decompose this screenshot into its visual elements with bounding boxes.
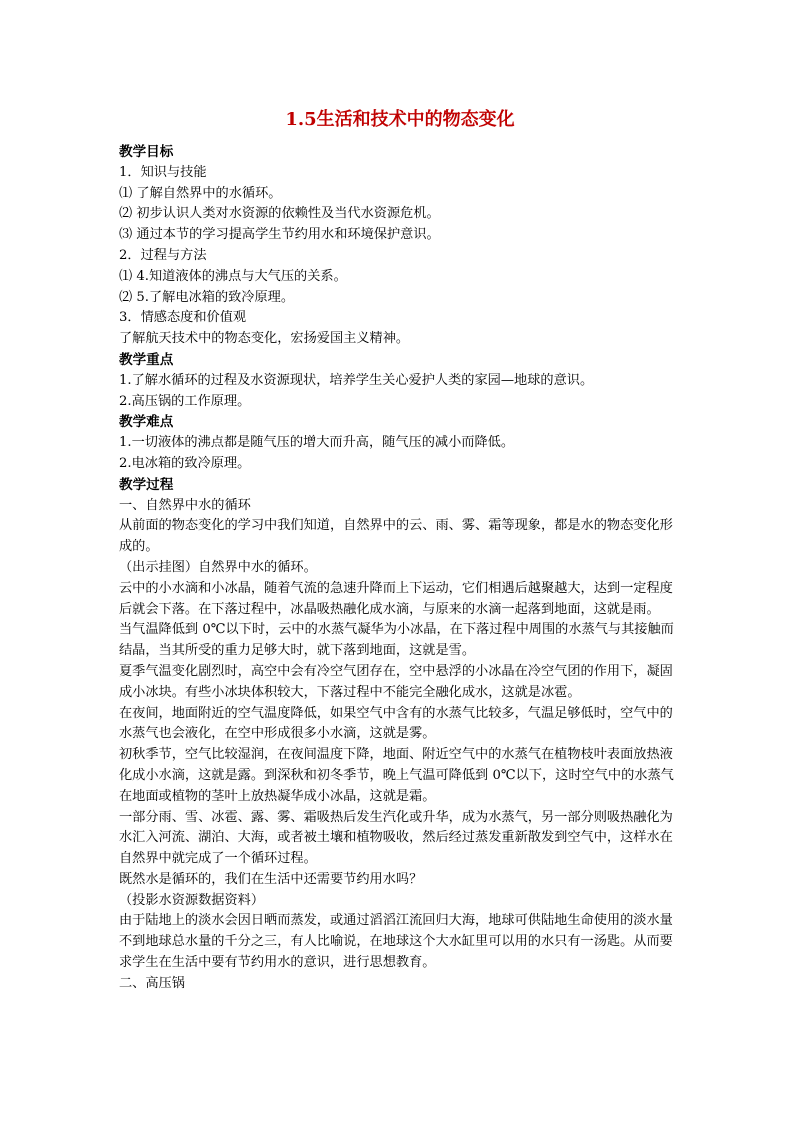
section-difficulties (119, 412, 681, 474)
key-point-line: 1.了解水循环的过程及水资源现状，培养学生关心爱护人类的家园—地球的意识。 (119, 372, 594, 388)
process-paragraph: 一、自然界中水的循环 (119, 497, 251, 513)
goals-line: ⑵ 5.了解电冰箱的致冷原理。 (119, 289, 295, 305)
process-paragraph: 既然水是循环的，我们在生活中还需要节约用水吗？ (119, 871, 423, 887)
process-paragraph: 夏季气温变化剧烈时，高空中会有冷空气团存在，空中悬浮的小冰晶在冷空气团的作用下，凝固成小冰块。有些小冰块体积较大，下落过程中不能完全融化成水，这就是冰雹。 (119, 663, 673, 700)
process-paragraph: （投影水资源数据资料） (119, 892, 265, 908)
process-paragraph: 当气温降低到 0℃以下时，云中的水蒸气凝华为小冰晶，在下落过程中周围的水蒸气与其接触而结晶，当其所受的重力足够大时，就下落到地面，这就是雪。 (119, 622, 674, 659)
goals-line: 了解航天技术中的物态变化，宏扬爱国主义精神。 (119, 331, 410, 347)
process-paragraph: 由于陆地上的淡水会因日晒而蒸发，或通过滔滔江流回归大海，地球可供陆地生命使用的淡水量不到地球总水量的千分之三，有人比喻说，在地球这个大水缸里可以用的水只有一汤匙。从而要求学生在生活中要有节约用水的意识，进行思想教育。 (119, 913, 673, 971)
process-paragraph: 从前面的物态变化的学习中我们知道，自然界中的云、雨、雾、霜等现象，都是水的物态变化形成的。 (119, 518, 673, 555)
section-goals (119, 142, 681, 350)
key-point-line: 2.高压锅的工作原理。 (119, 393, 251, 409)
document-body (119, 108, 681, 995)
section-heading-goals: 教学目标 (119, 144, 174, 160)
section-key-points (119, 350, 681, 412)
process-paragraph: 一部分雨、雪、冰雹、露、雾、霜吸热后发生汽化或升华，成为水蒸气，另一部分则吸热融化为水汇入河流、湖泊、大海，或者被土壤和植物吸收，然后经过蒸发重新散发到空气中，这样水在自然界中就完成了一个循环过程。 (119, 809, 673, 867)
lesson-plan-text (119, 142, 681, 995)
section-process (119, 475, 681, 995)
section-heading-key-points: 教学重点 (119, 351, 174, 368)
goals-line: ⑵ 初步认识人类对水资源的依赖性及当代水资源危机。 (119, 206, 440, 222)
section-heading-process: 教学过程 (119, 476, 174, 493)
difficulty-line: 2.电冰箱的致冷原理。 (119, 455, 251, 471)
goals-line: 3．情感态度和价值观 (119, 310, 247, 326)
process-paragraph: 在夜间，地面附近的空气温度降低，如果空气中含有的水蒸气比较多，气温足够低时，空气中的水蒸气也会液化，在空中形成很多小水滴，这就是雾。 (119, 705, 673, 742)
process-paragraph: 初秋季节，空气比较湿润，在夜间温度下降，地面、附近空气中的水蒸气在植物枝叶表面放热液化成小水滴，这就是露。到深秋和初冬季节，晚上气温可降低到 0℃以下，这时空气中的水蒸气在地面或植物的茎叶上放热凝华成小冰晶，这就是霜。 (119, 747, 674, 804)
goals-line: 1．知识与技能 (119, 164, 207, 180)
process-paragraph: （出示挂图）自然界中水的循环。 (119, 559, 317, 575)
section-heading-difficulties: 教学难点 (119, 414, 174, 431)
document-title: 1.5生活和技术中的物态变化 (285, 109, 515, 130)
goals-line: ⑴ 了解自然界中的水循环。 (119, 185, 282, 201)
process-paragraph: 云中的小水滴和小冰晶，随着气流的急速升降而上下运动，它们相遇后越聚越大，达到一定程度后就会下落。在下落过程中，冰晶吸热融化成水滴，与原来的水滴一起落到地面，这就是雨。 (119, 580, 673, 617)
goals-line: ⑶ 通过本节的学习提高学生节约用水和环境保护意识。 (119, 227, 440, 243)
process-paragraph: 二、高压锅 (119, 975, 185, 991)
goals-line: 2．过程与方法 (119, 247, 207, 263)
goals-line: ⑴ 4.知道液体的沸点与大气压的关系。 (119, 268, 347, 284)
difficulty-line: 1.一切液体的沸点都是随气压的增大而升高，随气压的减小而降低。 (119, 435, 515, 451)
